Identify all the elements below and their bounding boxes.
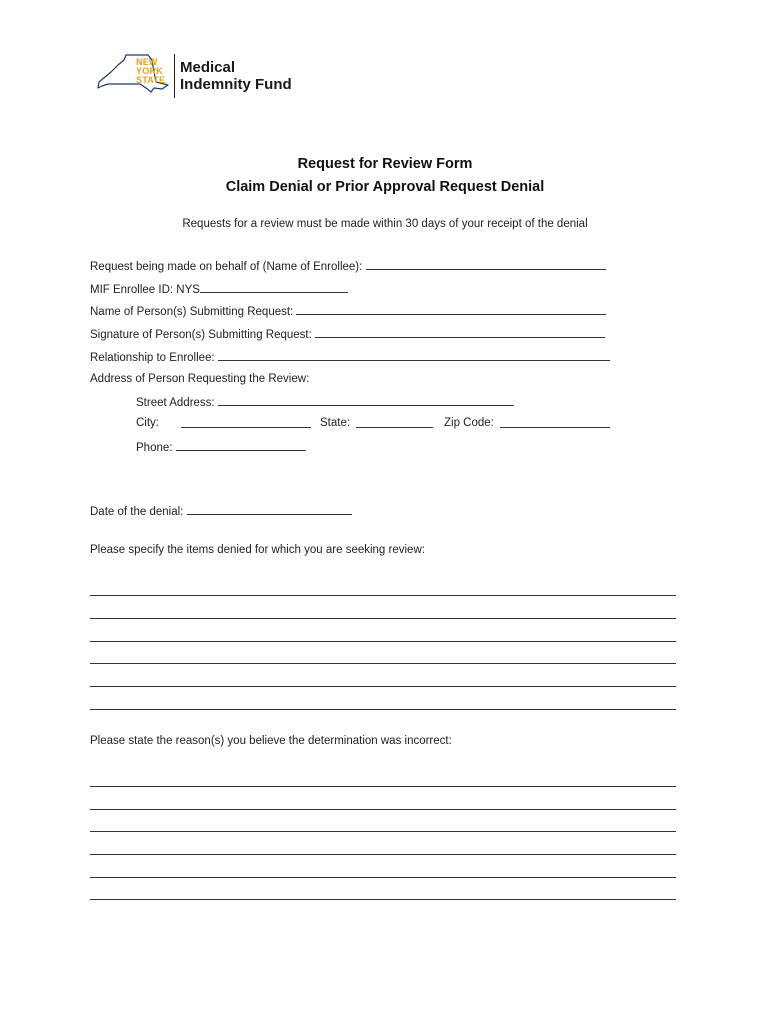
logo-divider — [174, 54, 175, 98]
logo-state-word-york: YORK — [136, 66, 163, 76]
state-label: State: — [320, 417, 351, 429]
relationship-field[interactable] — [218, 349, 610, 361]
reasons-prompt: Please state the reason(s) you believe the determination was incorrect: — [90, 735, 452, 747]
zip-code-field[interactable] — [500, 416, 610, 428]
street-address-row — [136, 394, 514, 410]
items-denied-line-2[interactable] — [90, 618, 676, 619]
reasons-line-6[interactable] — [90, 899, 676, 900]
logo-org-line1: Medical — [180, 59, 236, 76]
address-heading: Address of Person Requesting the Review: — [90, 373, 310, 385]
items-denied-line-5[interactable] — [90, 686, 676, 687]
items-denied-line-4[interactable] — [90, 663, 676, 664]
relationship-label: Relationship to Enrollee: — [90, 352, 215, 364]
logo-org-name — [180, 59, 292, 93]
reasons-line-2[interactable] — [90, 809, 676, 810]
city-label: City: — [136, 417, 159, 429]
submitter-signature-row — [90, 326, 605, 342]
phone-field[interactable] — [176, 439, 306, 451]
submitter-name-field[interactable] — [296, 303, 606, 315]
logo-state-word-state: STATE — [136, 75, 166, 85]
denial-date-field[interactable] — [187, 503, 352, 515]
relationship-row — [90, 349, 610, 365]
phone-row — [136, 439, 306, 455]
street-address-field[interactable] — [218, 394, 514, 406]
submitter-signature-field[interactable] — [315, 326, 605, 338]
logo-state-word-new: NEW — [136, 57, 158, 67]
submitter-signature-label: Signature of Person(s) Submitting Request: — [90, 329, 312, 341]
enrollee-id-field[interactable] — [200, 281, 348, 293]
phone-label: Phone: — [136, 442, 173, 454]
enrollee-name-row — [90, 258, 606, 274]
reasons-line-1[interactable] — [90, 786, 676, 787]
denial-date-label: Date of the denial: — [90, 506, 184, 518]
zip-code-label: Zip Code: — [444, 417, 494, 429]
reasons-line-5[interactable] — [90, 877, 676, 878]
form-subtitle: Claim Denial or Prior Approval Request Denial — [225, 179, 545, 195]
reasons-line-3[interactable] — [90, 831, 676, 832]
city-field[interactable] — [181, 416, 311, 428]
items-denied-line-3[interactable] — [90, 641, 676, 642]
state-field[interactable] — [356, 416, 433, 428]
items-denied-prompt: Please specify the items denied for which you are seeking review: — [90, 544, 425, 556]
items-denied-line-6[interactable] — [90, 709, 676, 710]
submitter-name-label: Name of Person(s) Submitting Request: — [90, 306, 294, 318]
logo-org-line2: Indemnity Fund — [180, 76, 292, 93]
denial-date-row — [90, 503, 352, 519]
items-denied-line-1[interactable] — [90, 595, 676, 596]
enrollee-name-label: Request being made on behalf of (Name of Enrollee): — [90, 261, 363, 273]
street-address-label: Street Address: — [136, 397, 215, 409]
enrollee-id-row — [90, 281, 348, 297]
city-state-zip-row — [136, 416, 616, 430]
reasons-line-4[interactable] — [90, 854, 676, 855]
review-deadline-notice: Requests for a review must be made within 30 days of your receipt of the denial — [182, 218, 588, 230]
enrollee-name-field[interactable] — [366, 258, 606, 270]
form-title: Request for Review Form — [297, 156, 473, 172]
enrollee-id-label: MIF Enrollee ID: NYS — [90, 284, 200, 296]
submitter-name-row — [90, 303, 606, 319]
